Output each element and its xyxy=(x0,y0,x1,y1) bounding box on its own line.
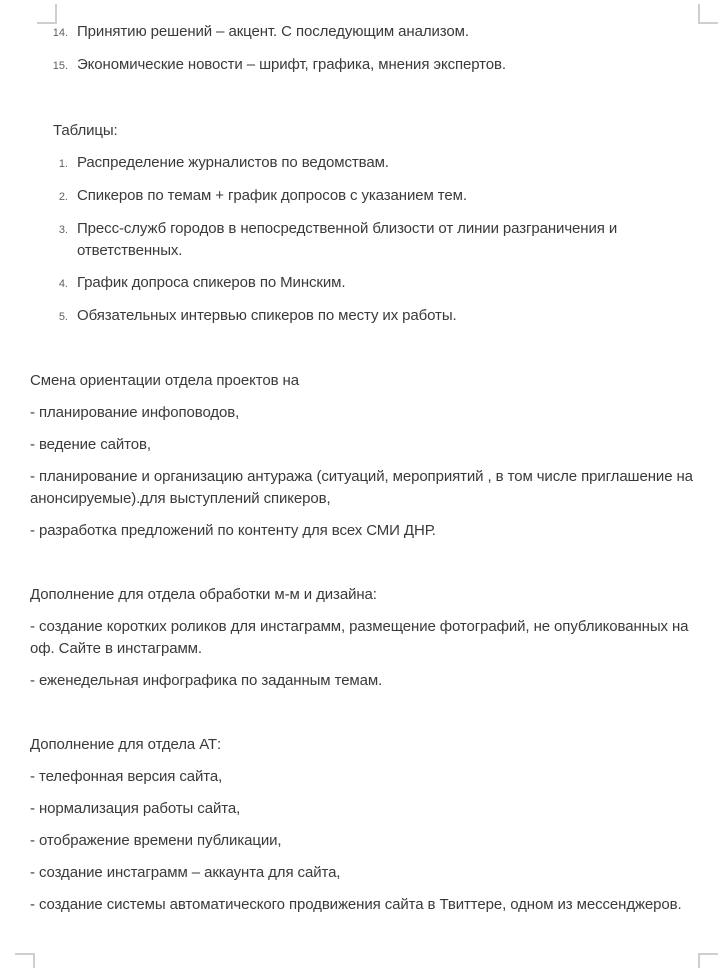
list-item-number: 1. xyxy=(58,158,68,170)
section-heading: Дополнение для отдела обработки м-м и дизайна: xyxy=(30,586,377,603)
list-item-number: 14. xyxy=(52,27,68,39)
section-projects xyxy=(0,338,720,542)
list-item xyxy=(0,185,720,208)
list-item-text: Распределение журналистов по ведомствам. xyxy=(77,154,389,171)
list-item-text: Спикеров по темам + график допросов с указанием тем. xyxy=(77,187,467,204)
paragraph: - создание системы автоматического продвижения сайта в Твиттере, одном из мессенджеров. xyxy=(30,896,682,913)
list-item-number: 5. xyxy=(58,311,68,323)
section-at xyxy=(0,702,720,916)
list-item-number: 15. xyxy=(52,60,68,72)
paragraph: - нормализация работы сайта, xyxy=(30,800,241,817)
section-heading: Дополнение для отдела АТ: xyxy=(30,736,222,753)
section-media-design xyxy=(0,552,720,692)
list-item-number: 4. xyxy=(58,278,68,290)
list-item-text: Принятию решений – акцент. С последующим анализом. xyxy=(77,23,469,40)
numbered-list-top xyxy=(0,21,720,77)
paragraph: - телефонная версия сайта, xyxy=(30,768,223,785)
paragraph: - отображение времени публикации, xyxy=(30,832,282,849)
list-item xyxy=(0,272,720,295)
section-heading: Смена ориентации отдела проектов на xyxy=(30,372,299,389)
document-content xyxy=(0,21,720,926)
list-item xyxy=(0,54,720,77)
paragraph: - создание инстаграмм – аккаунта для сайта, xyxy=(30,864,341,881)
list-item-number: 3. xyxy=(58,224,68,236)
tables-list xyxy=(0,152,720,328)
paragraph: - ведение сайтов, xyxy=(30,436,151,453)
paragraph: - планирование и организацию антуража (ситуаций, мероприятий , в том числе приглашение на анонсируемые).для выступлений спикеров, xyxy=(30,468,693,507)
list-item-text: График допроса спикеров по Минским. xyxy=(77,274,346,291)
list-item xyxy=(0,21,720,44)
list-item-text: Пресс-служб городов в непосредственной близости от линии разграничения и ответственных. xyxy=(77,220,618,259)
list-item-number: 2. xyxy=(58,191,68,203)
list-item xyxy=(0,152,720,175)
paragraph: - разработка предложений по контенту для всех СМИ ДНР. xyxy=(30,522,436,539)
paragraph: - создание коротких роликов для инстаграмм, размещение фотографий, не опубликованных на оф. Сайте в инстаграмм. xyxy=(30,618,689,657)
list-item-text: Обязательных интервью спикеров по месту их работы. xyxy=(77,307,457,324)
paragraph: - еженедельная инфографика по заданным темам. xyxy=(30,672,383,689)
list-item xyxy=(0,305,720,328)
list-item-text: Экономические новости – шрифт, графика, мнения экспертов. xyxy=(77,56,506,73)
tables-heading: Таблицы: xyxy=(53,122,118,139)
list-item xyxy=(0,218,720,262)
paragraph: - планирование инфоповодов, xyxy=(30,404,240,421)
